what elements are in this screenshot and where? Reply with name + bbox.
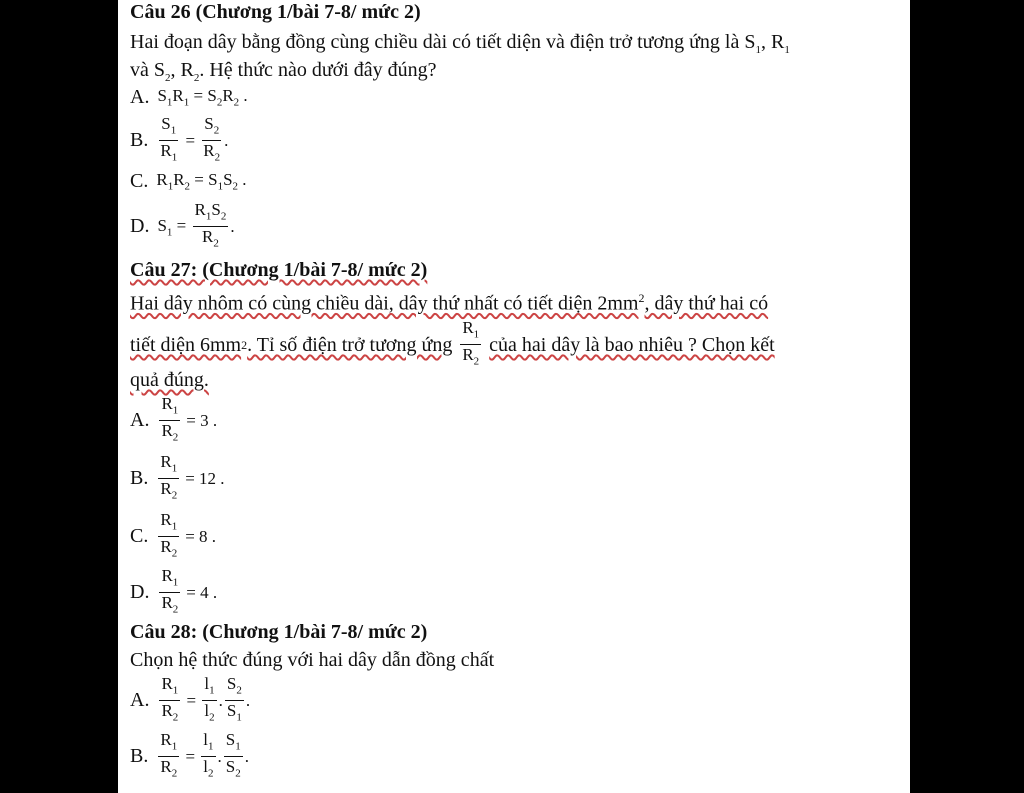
q27-text-line2: tiết diện 6mm 2 . Tỉ số điện trở tương ứng $\frac{R_1}{R_2}$ của hai dây là bao nhiêu ? Chọn kết: [130, 318, 775, 368]
q27-option-c: C. $\frac{R_1}{R_2}$ = 8 .: [130, 510, 217, 560]
q27-text-line3: quả đúng.: [130, 369, 209, 391]
q27-option-b: B. $\frac{R_1}{R_2}$ = 12 .: [130, 452, 225, 502]
q26-option-a: A. $S_1R_1 = S_2R_2$ .: [130, 86, 248, 109]
q27-text-line1: Hai dây nhôm có cùng chiều dài, dây thứ nhất có tiết diện $2mm^2$, dây thứ hai có: [130, 291, 769, 315]
q28-option-a: A. $\frac{R_1}{R_2}$ = $\frac{l_1}{l_2}$ . $\frac{S_2}{S_1}$ .: [130, 674, 251, 724]
q28-text-line1: Chọn hệ thức đúng với hai dây dẫn đồng chất: [130, 649, 495, 671]
q26-option-b: B. $\frac{S_1}{R_1}$ = $\frac{S_2}{R_2}$ .: [130, 114, 229, 164]
q26-text-line1: Hai đoạn dây bằng đồng cùng chiều dài có tiết diện và điện trở tương ứng là $S_1$, $R_1$: [130, 31, 790, 56]
q28-option-b: B. $\frac{R_1}{R_2}$ = $\frac{l_1}{l_2}$ . $\frac{S_1}{S_2}$ .: [130, 730, 249, 780]
document-page: [118, 0, 910, 793]
q27-title: Câu 27: (Chương 1/bài 7-8/ mức 2): [130, 259, 428, 281]
q28-title: Câu 28: (Chương 1/bài 7-8/ mức 2): [130, 621, 428, 643]
q26-text-line2: và $S_2$, $R_2$. Hệ thức nào dưới đây đúng?: [130, 59, 437, 84]
q27-option-d: D. $\frac{R_1}{R_2}$ = 4 .: [130, 566, 218, 616]
q27-option-a: A. $\frac{R_1}{R_2}$ = 3 .: [130, 394, 218, 444]
q26-option-c: C. $R_1R_2 = S_1S_2$ .: [130, 170, 247, 193]
q26-option-d: D. $S_1$ = $\frac{R_1S_2}{R_2}$ .: [130, 200, 235, 250]
q26-title: Câu 26 (Chương 1/bài 7-8/ mức 2): [130, 1, 421, 23]
